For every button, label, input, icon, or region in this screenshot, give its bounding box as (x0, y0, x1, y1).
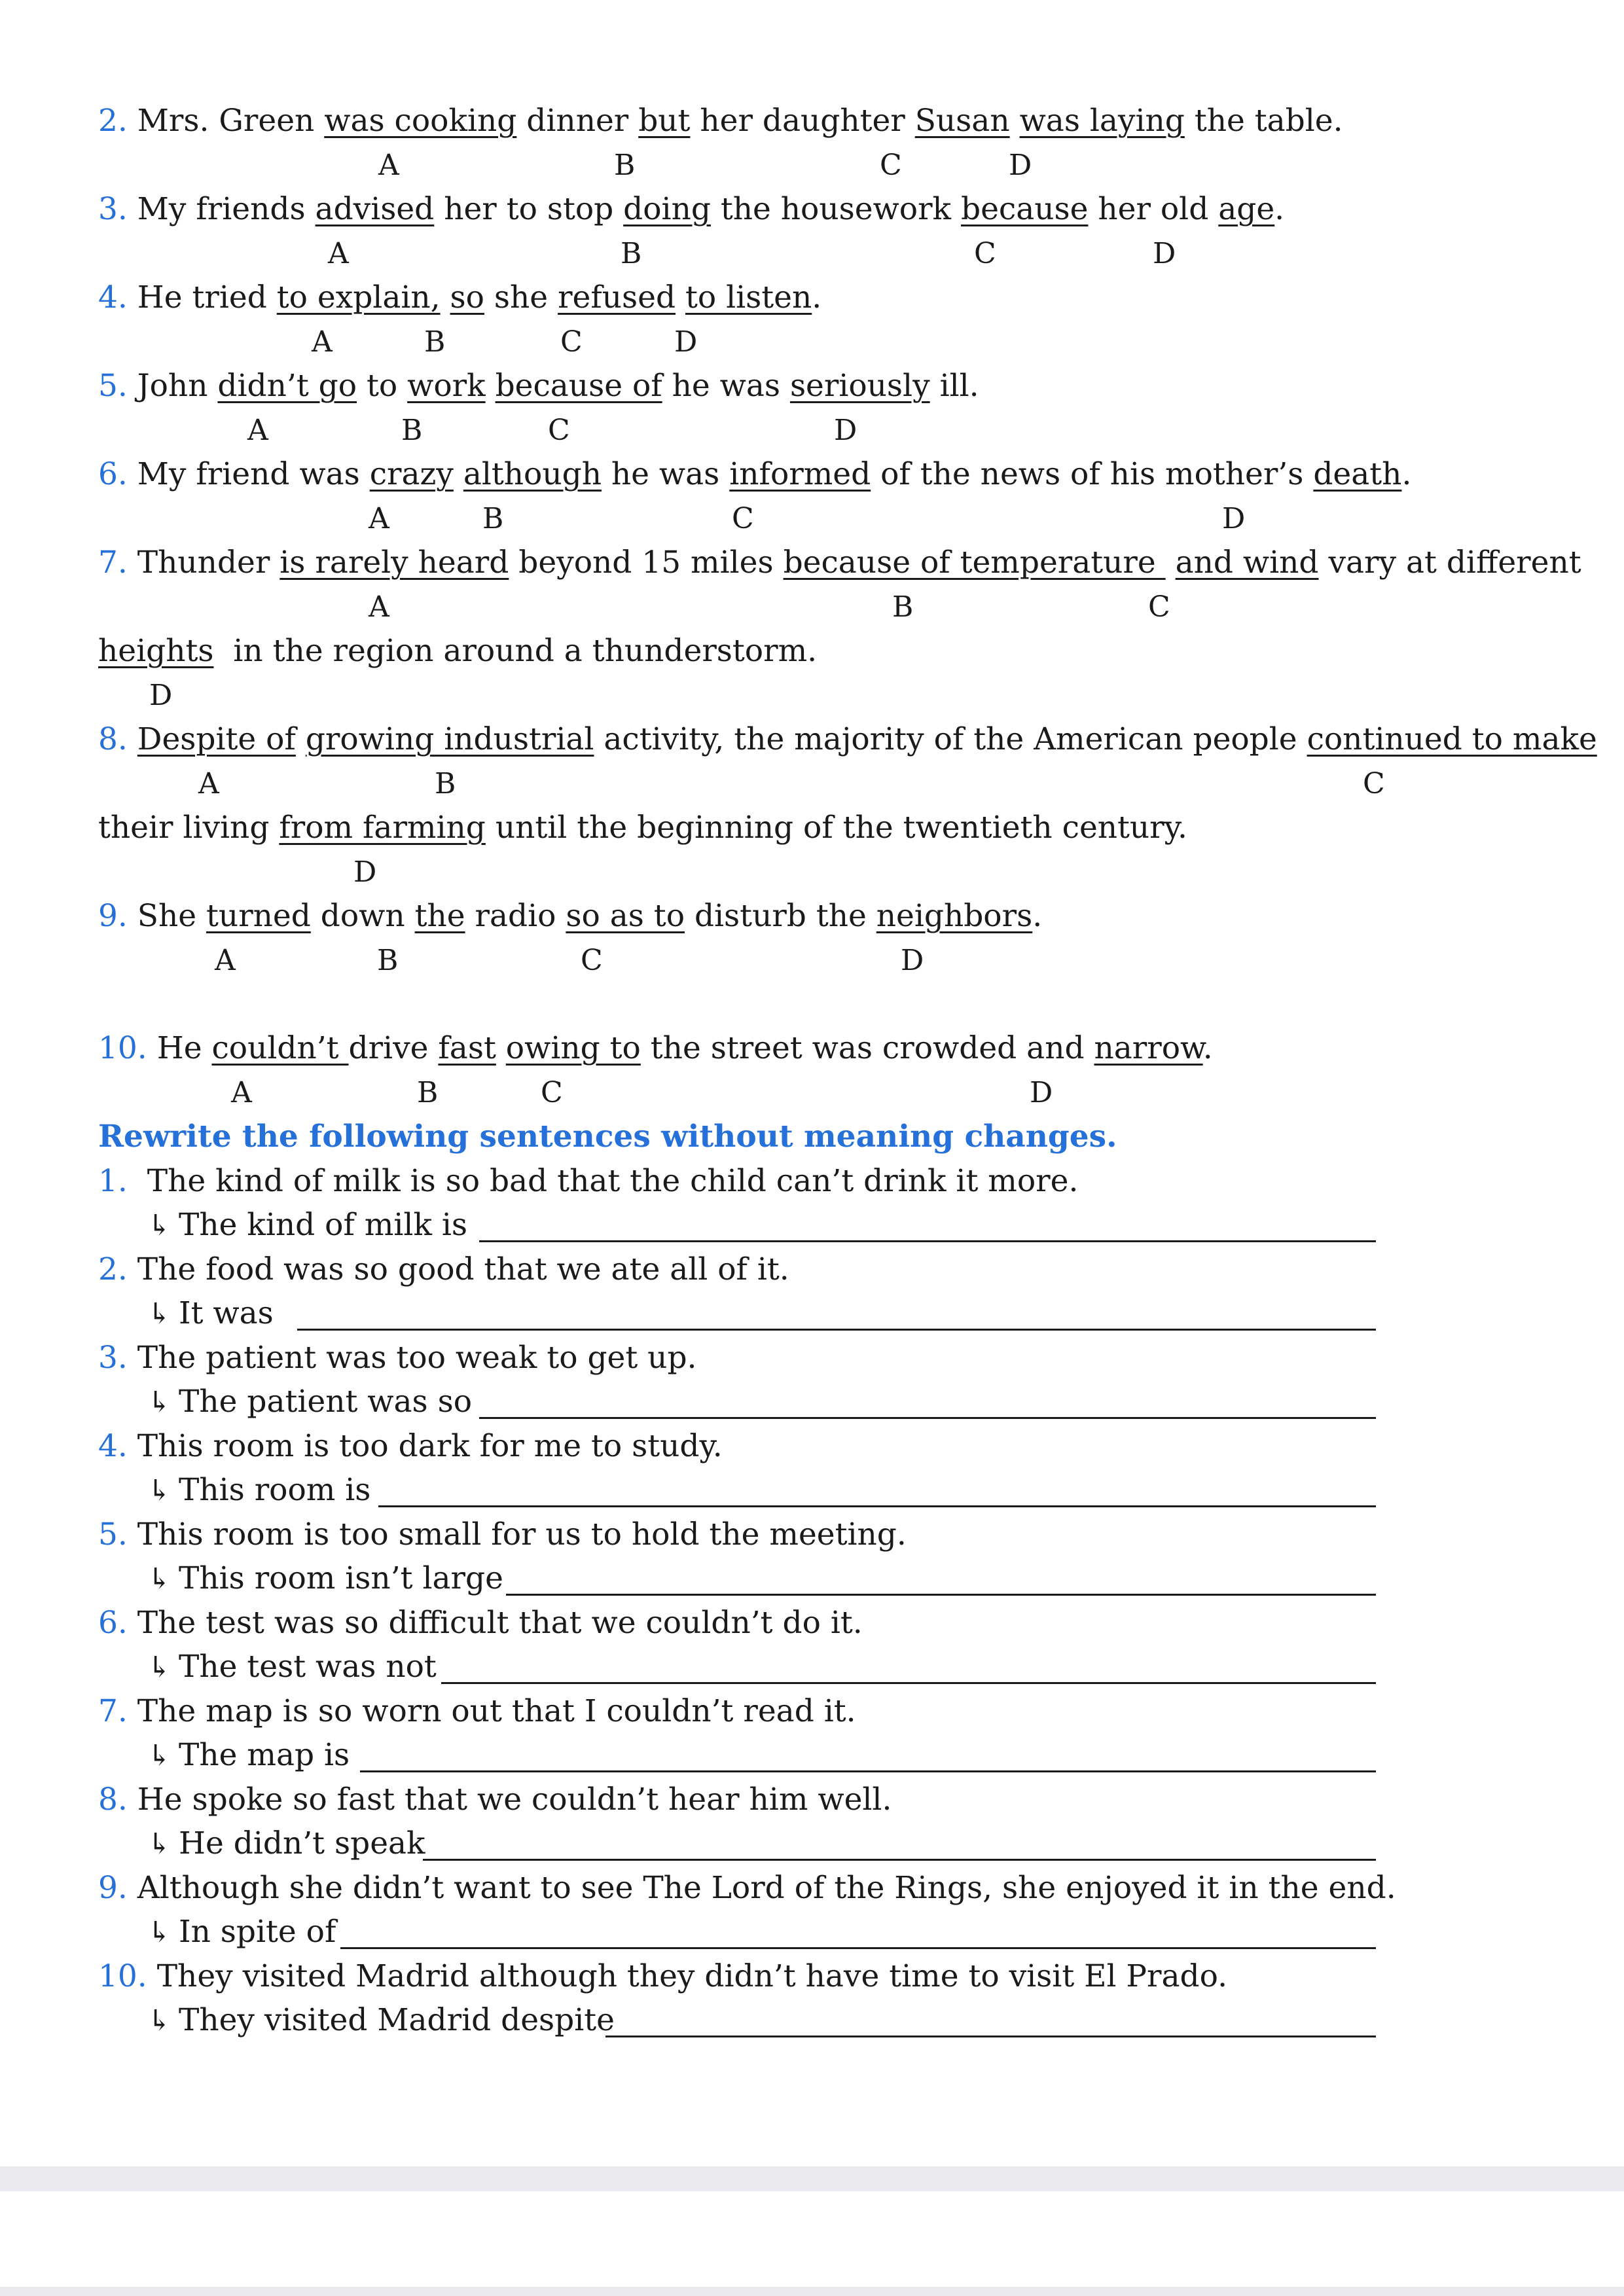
rewrite-item-2: 2. The food was so good that we ate all of it. (98, 1251, 789, 1287)
option-letter-b: B (435, 767, 456, 800)
arrow-icon: ↳ (147, 1562, 171, 1596)
option-letter-b: B (417, 1076, 439, 1109)
error-item-3: 3. My friends advised her to stop doing the housework because her old age. (98, 191, 1285, 227)
option-letter-d: D (834, 414, 857, 447)
option-letter-d: D (353, 855, 377, 889)
section-heading: Rewrite the following sentences without meaning changes. (98, 1119, 1117, 1155)
page-separator-bottom (0, 2287, 1624, 2296)
answer-line-6[interactable] (441, 1682, 1376, 1684)
option-letter-a: A (215, 944, 236, 977)
option-letter-c: C (880, 149, 902, 182)
rewrite-prompt-4: ↳ This room is (147, 1471, 370, 1511)
arrow-icon: ↳ (147, 1209, 171, 1242)
rewrite-prompt-10: ↳ They visited Madrid despite (147, 2001, 615, 2041)
option-letter-b: B (614, 149, 636, 182)
option-letter-b: B (377, 944, 399, 977)
answer-line-10[interactable] (605, 2036, 1376, 2037)
option-letter-c: C (581, 944, 603, 977)
option-letter-a: A (312, 325, 333, 359)
rewrite-prompt-5: ↳ This room isn’t large (147, 1559, 503, 1599)
rewrite-item-9: 9. Although she didn’t want to see The Lord of the Rings, she enjoyed it in the end. (98, 1870, 1396, 1906)
arrow-icon: ↳ (147, 1386, 171, 1419)
rewrite-item-3: 3. The patient was too weak to get up. (98, 1340, 697, 1376)
rewrite-item-6: 6. The test was so difficult that we couldn’t do it. (98, 1605, 863, 1641)
error-item-5: 5. John didn’t go to work because of he was seriously ill. (98, 368, 979, 404)
answer-line-5[interactable] (506, 1594, 1376, 1596)
arrow-icon: ↳ (147, 2004, 171, 2037)
page-separator (0, 2166, 1624, 2191)
option-letter-c: C (1148, 590, 1170, 624)
option-letter-a: A (198, 767, 219, 800)
rewrite-item-1: 1. The kind of milk is so bad that the child can’t drink it more. (98, 1163, 1079, 1199)
error-item-10: 10. He couldn’t drive fast owing to the street was crowded and narrow. (98, 1030, 1213, 1066)
rewrite-prompt-2: ↳ It was (147, 1294, 274, 1334)
error-item-6: 6. My friend was crazy although he was informed of the news of his mother’s death. (98, 456, 1412, 492)
option-letter-a: A (247, 414, 268, 447)
option-letter-a: A (231, 1076, 252, 1109)
rewrite-prompt-9: ↳ In spite of (147, 1912, 336, 1952)
error-item-4: 4. He tried to explain, so she refused to listen. (98, 279, 822, 315)
answer-line-2[interactable] (297, 1329, 1376, 1331)
option-letter-c: C (1363, 767, 1385, 800)
option-letter-a: A (378, 149, 399, 182)
option-letter-d: D (1009, 149, 1032, 182)
error-item-8-continuation: their living from farming until the beginning of the twentieth century. (98, 810, 1187, 846)
answer-line-8[interactable] (423, 1859, 1376, 1861)
rewrite-item-10: 10. They visited Madrid although they didn’t have time to visit El Prado. (98, 1958, 1228, 1994)
rewrite-prompt-8: ↳ He didn’t speak (147, 1824, 425, 1864)
option-letter-b: B (621, 237, 642, 270)
answer-line-4[interactable] (378, 1505, 1376, 1507)
option-letter-c: C (560, 325, 583, 359)
arrow-icon: ↳ (147, 1297, 171, 1331)
arrow-icon: ↳ (147, 1739, 171, 1772)
error-item-2: 2. Mrs. Green was cooking dinner but her daughter Susan was laying the table. (98, 103, 1343, 139)
arrow-icon: ↳ (147, 1474, 171, 1507)
option-letter-a: A (369, 502, 389, 535)
arrow-icon: ↳ (147, 1827, 171, 1861)
option-letter-d: D (149, 679, 173, 712)
answer-line-9[interactable] (340, 1947, 1376, 1949)
rewrite-prompt-7: ↳ The map is (147, 1736, 350, 1776)
option-letter-d: D (1153, 237, 1176, 270)
option-letter-b: B (482, 502, 504, 535)
rewrite-prompt-1: ↳ The kind of milk is (147, 1206, 467, 1246)
option-letter-b: B (892, 590, 914, 624)
answer-line-3[interactable] (479, 1417, 1376, 1419)
arrow-icon: ↳ (147, 1651, 171, 1684)
option-letter-c: C (732, 502, 754, 535)
option-letter-a: A (328, 237, 349, 270)
option-letter-d: D (1222, 502, 1246, 535)
rewrite-item-5: 5. This room is too small for us to hold the meeting. (98, 1516, 907, 1552)
option-letter-b: B (401, 414, 423, 447)
option-letter-d: D (901, 944, 924, 977)
option-letter-c: C (541, 1076, 563, 1109)
option-letter-c: C (548, 414, 570, 447)
rewrite-item-4: 4. This room is too dark for me to study. (98, 1428, 723, 1464)
error-item-7: 7. Thunder is rarely heard beyond 15 miles because of temperature and wind vary at different (98, 545, 1581, 581)
option-letter-a: A (369, 590, 389, 624)
arrow-icon: ↳ (147, 1916, 171, 1949)
option-letter-b: B (424, 325, 446, 359)
rewrite-prompt-6: ↳ The test was not (147, 1647, 437, 1687)
answer-line-1[interactable] (479, 1240, 1376, 1242)
error-item-8: 8. Despite of growing industrial activity, the majority of the American people continued to make (98, 721, 1597, 757)
option-letter-c: C (974, 237, 996, 270)
rewrite-item-7: 7. The map is so worn out that I couldn’t read it. (98, 1693, 856, 1729)
option-letter-d: D (674, 325, 698, 359)
rewrite-item-8: 8. He spoke so fast that we couldn’t hear him well. (98, 1782, 892, 1818)
error-item-7-continuation: heights in the region around a thunderstorm. (98, 633, 818, 669)
rewrite-prompt-3: ↳ The patient was so (147, 1382, 472, 1422)
option-letter-d: D (1030, 1076, 1053, 1109)
answer-line-7[interactable] (360, 1770, 1376, 1772)
error-item-9: 9. She turned down the radio so as to disturb the neighbors. (98, 898, 1043, 934)
